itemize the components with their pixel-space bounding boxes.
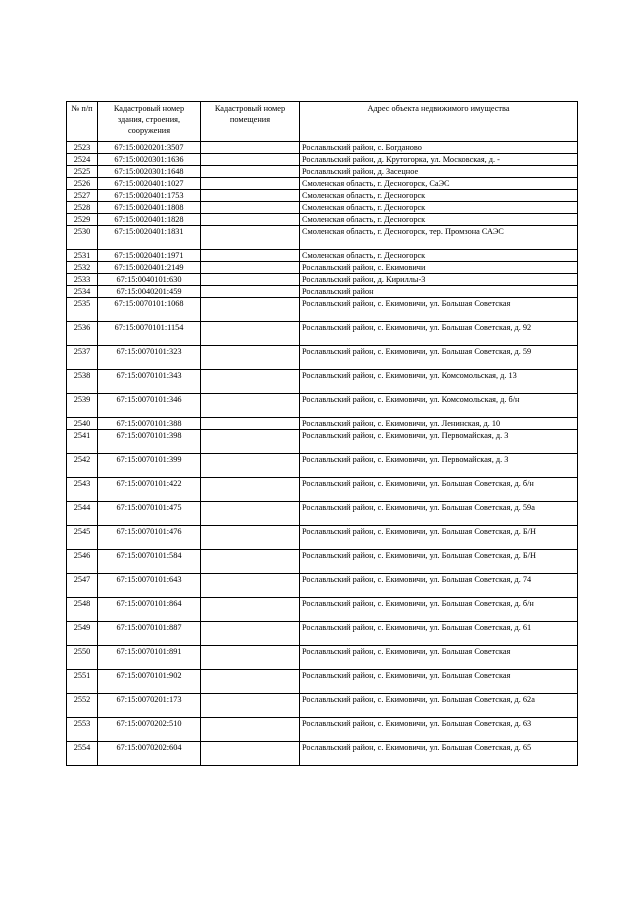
address-cell: Рославльский район, с. Екимовичи, ул. Большая Советская, д. 63 — [300, 718, 578, 742]
row-number-cell: 2534 — [67, 286, 98, 298]
table-row — [67, 274, 578, 286]
building-cadastral-number-cell: 67:15:0020301:1636 — [98, 154, 201, 166]
row-number-cell: 2549 — [67, 622, 98, 646]
building-cadastral-number-cell: 67:15:0070101:343 — [98, 370, 201, 394]
building-cadastral-number-cell: 67:15:0040201:459 — [98, 286, 201, 298]
address-cell: Рославльский район, с. Екимовичи, ул. Большая Советская, д. Б/Н — [300, 550, 578, 574]
address-cell: Рославльский район, с. Богданово — [300, 142, 578, 154]
row-number-cell: 2532 — [67, 262, 98, 274]
address-cell: Рославльский район, с. Екимовичи, ул. Большая Советская, д. б/н — [300, 478, 578, 502]
room-cadastral-number-cell — [201, 262, 300, 274]
table-row — [67, 394, 578, 418]
room-cadastral-number-cell — [201, 742, 300, 766]
address-cell: Рославльский район, с. Екимовичи, ул. Большая Советская, д. 59 — [300, 346, 578, 370]
building-cadastral-number-cell: 67:15:0070202:510 — [98, 718, 201, 742]
address-cell: Рославльский район, д. Крутогорка, ул. Московская, д. - — [300, 154, 578, 166]
table-row — [67, 250, 578, 262]
row-number-cell: 2545 — [67, 526, 98, 550]
table-row — [67, 454, 578, 478]
address-cell: Смоленская область, г. Десногорск, тер. Промзона САЭС — [300, 226, 578, 250]
table-row — [67, 670, 578, 694]
building-cadastral-number-cell: 67:15:0020401:1753 — [98, 190, 201, 202]
address-cell: Рославльский район, д. Кириллы-3 — [300, 274, 578, 286]
property-registry-table — [66, 101, 578, 766]
building-cadastral-number-cell: 67:15:0070101:399 — [98, 454, 201, 478]
room-cadastral-number-cell — [201, 430, 300, 454]
building-cadastral-number-cell: 67:15:0070101:584 — [98, 550, 201, 574]
building-cadastral-number-cell: 67:15:0070101:346 — [98, 394, 201, 418]
room-cadastral-number-cell — [201, 166, 300, 178]
room-cadastral-number-cell — [201, 190, 300, 202]
table-row — [67, 202, 578, 214]
table-row — [67, 190, 578, 202]
table-row — [67, 550, 578, 574]
row-number-cell: 2525 — [67, 166, 98, 178]
room-cadastral-number-cell — [201, 646, 300, 670]
address-cell: Рославльский район, с. Екимовичи, ул. Первомайская, д. 3 — [300, 454, 578, 478]
address-cell: Смоленская область, г. Десногорск — [300, 214, 578, 226]
table-row — [67, 142, 578, 154]
room-cadastral-number-cell — [201, 454, 300, 478]
table-row — [67, 214, 578, 226]
room-cadastral-number-cell — [201, 322, 300, 346]
header-room-cadastral-number: Кадастровый номер помещения — [201, 102, 300, 142]
table-row — [67, 622, 578, 646]
room-cadastral-number-cell — [201, 550, 300, 574]
building-cadastral-number-cell: 67:15:0070101:887 — [98, 622, 201, 646]
address-cell: Рославльский район, с. Екимовичи, ул. Большая Советская — [300, 298, 578, 322]
room-cadastral-number-cell — [201, 370, 300, 394]
table-row — [67, 226, 578, 250]
address-cell: Смоленская область, г. Десногорск, СаЭС — [300, 178, 578, 190]
row-number-cell: 2542 — [67, 454, 98, 478]
building-cadastral-number-cell: 67:15:0070101:422 — [98, 478, 201, 502]
building-cadastral-number-cell: 67:15:0070101:643 — [98, 574, 201, 598]
building-cadastral-number-cell: 67:15:0070101:891 — [98, 646, 201, 670]
row-number-cell: 2538 — [67, 370, 98, 394]
table-row — [67, 322, 578, 346]
address-cell: Рославльский район, с. Екимовичи, ул. Большая Советская, д. 74 — [300, 574, 578, 598]
room-cadastral-number-cell — [201, 526, 300, 550]
room-cadastral-number-cell — [201, 286, 300, 298]
address-cell: Рославльский район, с. Екимовичи, ул. Комсомольская, д. 13 — [300, 370, 578, 394]
table-row — [67, 346, 578, 370]
table-row — [67, 286, 578, 298]
room-cadastral-number-cell — [201, 694, 300, 718]
address-cell: Рославльский район — [300, 286, 578, 298]
row-number-cell: 2540 — [67, 418, 98, 430]
building-cadastral-number-cell: 67:15:0070101:398 — [98, 430, 201, 454]
row-number-cell: 2551 — [67, 670, 98, 694]
building-cadastral-number-cell: 67:15:0070101:475 — [98, 502, 201, 526]
table-row — [67, 526, 578, 550]
building-cadastral-number-cell: 67:15:0070101:902 — [98, 670, 201, 694]
address-cell: Рославльский район, с. Екимовичи, ул. Большая Советская — [300, 670, 578, 694]
table-row — [67, 298, 578, 322]
room-cadastral-number-cell — [201, 394, 300, 418]
building-cadastral-number-cell: 67:15:0020401:1831 — [98, 226, 201, 250]
address-cell: Смоленская область, г. Десногорск — [300, 250, 578, 262]
building-cadastral-number-cell: 67:15:0070101:388 — [98, 418, 201, 430]
header-building-cadastral-number: Кадастровый номер здания, строения, сооружения — [98, 102, 201, 142]
table-row — [67, 370, 578, 394]
row-number-cell: 2539 — [67, 394, 98, 418]
building-cadastral-number-cell: 67:15:0040101:630 — [98, 274, 201, 286]
building-cadastral-number-cell: 67:15:0070101:476 — [98, 526, 201, 550]
address-cell: Рославльский район, с. Екимовичи, ул. Большая Советская, д. 92 — [300, 322, 578, 346]
address-cell: Рославльский район, д. Засецное — [300, 166, 578, 178]
table-row — [67, 154, 578, 166]
row-number-cell: 2550 — [67, 646, 98, 670]
row-number-cell: 2533 — [67, 274, 98, 286]
building-cadastral-number-cell: 67:15:0070101:1154 — [98, 322, 201, 346]
table-header-row — [67, 102, 578, 142]
row-number-cell: 2541 — [67, 430, 98, 454]
row-number-cell: 2547 — [67, 574, 98, 598]
row-number-cell: 2523 — [67, 142, 98, 154]
table-row — [67, 502, 578, 526]
row-number-cell: 2552 — [67, 694, 98, 718]
row-number-cell: 2535 — [67, 298, 98, 322]
table-row — [67, 574, 578, 598]
room-cadastral-number-cell — [201, 670, 300, 694]
address-cell: Смоленская область, г. Десногорск — [300, 190, 578, 202]
room-cadastral-number-cell — [201, 202, 300, 214]
table-row — [67, 418, 578, 430]
room-cadastral-number-cell — [201, 418, 300, 430]
room-cadastral-number-cell — [201, 622, 300, 646]
building-cadastral-number-cell: 67:15:0020401:1828 — [98, 214, 201, 226]
table-row — [67, 598, 578, 622]
building-cadastral-number-cell: 67:15:0070101:1068 — [98, 298, 201, 322]
room-cadastral-number-cell — [201, 142, 300, 154]
row-number-cell: 2529 — [67, 214, 98, 226]
header-address: Адрес объекта недвижимого имущества — [300, 102, 578, 142]
address-cell: Рославльский район, с. Екимовичи, ул. Ленинская, д. 10 — [300, 418, 578, 430]
row-number-cell: 2548 — [67, 598, 98, 622]
building-cadastral-number-cell: 67:15:0020201:3507 — [98, 142, 201, 154]
table-row — [67, 718, 578, 742]
table-row — [67, 742, 578, 766]
row-number-cell: 2527 — [67, 190, 98, 202]
address-cell: Рославльский район, с. Екимовичи — [300, 262, 578, 274]
row-number-cell: 2546 — [67, 550, 98, 574]
address-cell: Рославльский район, с. Екимовичи, ул. Большая Советская, д. Б/Н — [300, 526, 578, 550]
row-number-cell: 2543 — [67, 478, 98, 502]
room-cadastral-number-cell — [201, 226, 300, 250]
table-row — [67, 646, 578, 670]
room-cadastral-number-cell — [201, 346, 300, 370]
address-cell: Рославльский район, с. Екимовичи, ул. Комсомольская, д. б/н — [300, 394, 578, 418]
address-cell: Рославльский район, с. Екимовичи, ул. Большая Советская, д. 61 — [300, 622, 578, 646]
building-cadastral-number-cell: 67:15:0020401:1027 — [98, 178, 201, 190]
row-number-cell: 2553 — [67, 718, 98, 742]
table-row — [67, 166, 578, 178]
row-number-cell: 2537 — [67, 346, 98, 370]
table-row — [67, 478, 578, 502]
room-cadastral-number-cell — [201, 574, 300, 598]
room-cadastral-number-cell — [201, 298, 300, 322]
row-number-cell: 2526 — [67, 178, 98, 190]
room-cadastral-number-cell — [201, 214, 300, 226]
address-cell: Рославльский район, с. Екимовичи, ул. Большая Советская — [300, 646, 578, 670]
building-cadastral-number-cell: 67:15:0070101:864 — [98, 598, 201, 622]
header-number: № п/п — [67, 102, 98, 142]
building-cadastral-number-cell: 67:15:0020401:1971 — [98, 250, 201, 262]
address-cell: Рославльский район, с. Екимовичи, ул. Большая Советская, д. 62а — [300, 694, 578, 718]
table-row — [67, 262, 578, 274]
room-cadastral-number-cell — [201, 502, 300, 526]
address-cell: Рославльский район, с. Екимовичи, ул. Большая Советская, д. 65 — [300, 742, 578, 766]
table-row — [67, 178, 578, 190]
table-row — [67, 430, 578, 454]
address-cell: Рославльский район, с. Екимовичи, ул. Большая Советская, д. б/н — [300, 598, 578, 622]
room-cadastral-number-cell — [201, 274, 300, 286]
building-cadastral-number-cell: 67:15:0020401:1808 — [98, 202, 201, 214]
row-number-cell: 2528 — [67, 202, 98, 214]
row-number-cell: 2524 — [67, 154, 98, 166]
row-number-cell: 2536 — [67, 322, 98, 346]
row-number-cell: 2530 — [67, 226, 98, 250]
row-number-cell: 2544 — [67, 502, 98, 526]
room-cadastral-number-cell — [201, 478, 300, 502]
address-cell: Рославльский район, с. Екимовичи, ул. Первомайская, д. 3 — [300, 430, 578, 454]
row-number-cell: 2554 — [67, 742, 98, 766]
room-cadastral-number-cell — [201, 178, 300, 190]
row-number-cell: 2531 — [67, 250, 98, 262]
address-cell: Рославльский район, с. Екимовичи, ул. Большая Советская, д. 59а — [300, 502, 578, 526]
room-cadastral-number-cell — [201, 598, 300, 622]
room-cadastral-number-cell — [201, 154, 300, 166]
building-cadastral-number-cell: 67:15:0070202:604 — [98, 742, 201, 766]
room-cadastral-number-cell — [201, 718, 300, 742]
building-cadastral-number-cell: 67:15:0020401:2149 — [98, 262, 201, 274]
table-row — [67, 694, 578, 718]
address-cell: Смоленская область, г. Десногорск — [300, 202, 578, 214]
building-cadastral-number-cell: 67:15:0070101:323 — [98, 346, 201, 370]
room-cadastral-number-cell — [201, 250, 300, 262]
building-cadastral-number-cell: 67:15:0020301:1648 — [98, 166, 201, 178]
building-cadastral-number-cell: 67:15:0070201:173 — [98, 694, 201, 718]
